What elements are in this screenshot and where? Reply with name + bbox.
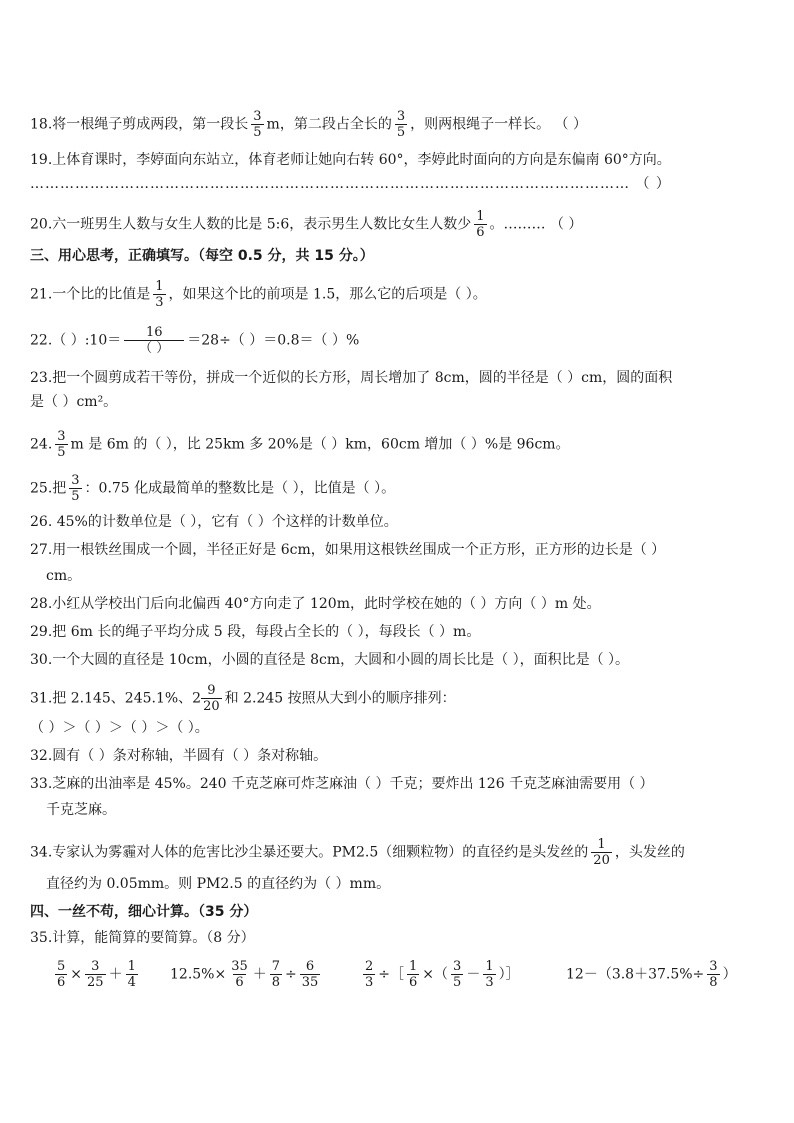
fraction [69,474,81,503]
numerator: 3 [57,429,66,444]
denominator: 5 [253,125,262,140]
denominator: 8 [709,975,718,990]
fraction [363,960,375,989]
denominator: 6 [476,225,485,240]
fraction [300,960,321,989]
denominator: 8 [271,975,281,990]
question-30: 30.一个大圆的直径是 10cm，小圆的直径是 8cm，大圆和小圆的周长比是（ ），面积比是（ ）。 [30,652,630,668]
section-3-heading: 三、用心思考，正确填写。（每空 0.5 分，共 15 分。） [30,248,374,264]
fraction [124,326,184,355]
question-28: 28.小红从学校出门后向北偏西 40°方向走了 120m，此时学校在她的（ ）方向（ ）m 处。 [30,596,601,612]
q31-text-b: 和 2.245 按照从大到小的顺序排列： [224,690,456,707]
q20-text-a: 20.六一班男生人数与女生人数的比是 5:6，表示男生人数比女生人数少 [30,216,472,233]
operator: ÷［ [378,966,405,983]
numerator: 3 [91,959,100,974]
fraction [153,280,165,309]
denominator: 20 [593,853,610,868]
q20-text-b: 。……… （ ） [489,216,583,233]
q18-text-c: ，则两根绳子一样长。 （ ） [410,116,588,133]
operator: × [70,966,83,983]
fraction [201,684,222,713]
question-31 [30,684,774,713]
q24-text-a: 24. [30,436,53,453]
question-19-dots: ………………………………………………………………………………………………………… （ ） [30,176,671,192]
question-32: 32.圆有（ ）条对称轴，半圆有（ ）条对称轴。 [30,748,328,764]
fraction [474,210,486,239]
numerator: 16 [145,325,163,340]
denominator: 5 [453,975,462,990]
operator: ÷ [285,966,297,983]
question-21 [30,280,774,309]
question-27-line2: cm。 [46,568,82,584]
q21-text-a: 21.一个比的比值是 [30,286,151,303]
fraction [270,960,282,989]
numerator: 1 [409,959,418,974]
operator: ＋ [252,966,267,983]
fraction [451,960,463,989]
numerator: 3 [71,473,80,488]
q31-text-a: 31.把 2.145、245.1%、2 [30,690,202,707]
numerator: 1 [485,959,494,974]
denominator: 6 [57,975,66,990]
denominator: 4 [127,975,136,990]
operator: ）］ [498,966,520,983]
q22-text-a: 22.（ ）:10＝ [30,332,122,349]
numerator: 7 [271,959,281,974]
q25-text-a: 25.把 [30,480,67,497]
fraction [591,838,612,867]
question-34-line2: 直径约为 0.05mm。则 PM2.5 的直径约为（ ）mm。 [46,876,391,892]
fraction [229,960,250,989]
denominator: 6 [235,975,244,990]
operator: ×（ [422,966,449,983]
q22-text-b: ＝28÷（ ）＝0.8＝（ ）% [187,332,360,349]
q24-text-b: m 是 6m 的（ ），比 25km 多 20%是（ ）km，60cm 增加（ ）%是 96cm。 [70,436,570,453]
denominator: 35 [301,975,319,990]
denominator: 3 [485,975,494,990]
operator: ） [722,966,737,983]
numerator: 6 [305,959,315,974]
question-35-title: 35.计算，能简算的要简算。（8 分） [30,930,255,946]
numerator: 5 [57,959,66,974]
q25-text-b: ：0.75 化成最简单的整数比是（ ），比值是（ ）。 [84,480,396,497]
fraction [126,960,138,989]
expression-text: 12－（3.8＋37.5%÷ [566,966,705,983]
fraction [407,960,419,989]
q18-text-a: 18.将一根绳子剪成两段，第一段长 [30,116,249,133]
denominator: 3 [155,295,164,310]
fraction [395,110,407,139]
calc-expression-2 [170,960,323,989]
question-33: 33.芝麻的出油率是 45%。240 千克芝麻可炸芝麻油（ ）千克；要炸出 126 千克芝麻油需要用（ ） [30,776,654,792]
denominator: 6 [409,975,418,990]
q34-text-b: ，头发丝的 [614,844,685,861]
denominator: 20 [203,699,220,714]
question-19: 19.上体育课时，李婷面向东站立，体育老师让她向右转 60°，李婷此时面向的方向是东偏南 60°方向。 [30,152,671,168]
question-23: 23.把一个圆剪成若干等份，拼成一个近似的长方形，周长增加了 8cm，圆的半径是（ ）cm，圆的面积 [30,370,673,386]
question-20 [30,210,774,239]
calc-expression-4 [566,960,737,989]
q18-text-b: m，第二段占全长的 [266,116,392,133]
question-24 [30,430,774,459]
numerator: 9 [207,683,216,698]
expression-text: 12.5%× [170,966,227,983]
denominator: 5 [71,489,80,504]
question-29: 29.把 6m 长的绳子平均分成 5 段，每段占全长的（ ），每段长（ ）m。 [30,624,481,640]
numerator: 1 [476,209,485,224]
question-26: 26. 45%的计数单位是（ ），它有（ ）个这样的计数单位。 [30,514,398,530]
question-22 [30,326,774,355]
numerator: 35 [231,959,248,974]
operator: ＋ [108,966,123,983]
numerator: 3 [453,959,462,974]
numerator: 1 [597,837,606,852]
numerator: 3 [396,109,406,124]
question-34 [30,838,774,867]
question-31-line2: （ ）＞（ ）＞（ ）＞（ ）。 [30,720,209,736]
calc-expression-3 [360,960,520,989]
fraction [55,430,67,459]
question-27: 27.用一根铁丝围成一个圆，半径正好是 6cm，如果用这根铁丝围成一个正方形，正方形的边长是（ ） [30,542,666,558]
q34-text-a: 34.专家认为雾霾对人体的危害比沙尘暴还要大。PM2.5（细颗粒物）的直径约是头发丝的 [30,844,589,861]
numerator: 3 [253,109,262,124]
denominator: 5 [396,125,406,140]
denominator: 5 [57,445,66,460]
question-25 [30,474,774,503]
question-23-line2: 是（ ）cm²。 [30,394,118,410]
operator: － [466,966,481,983]
question-18 [30,110,774,139]
section-4-heading: 四、一丝不苟，细心计算。（35 分） [30,904,258,920]
fraction [55,960,67,989]
numerator: 3 [709,959,718,974]
numerator: 2 [365,959,374,974]
fraction [707,960,719,989]
fraction [251,110,263,139]
fraction [483,960,495,989]
calc-expression-1 [52,960,141,989]
denominator: 3 [365,975,374,990]
denominator: （ ） [124,340,184,355]
question-33-line2: 千克芝麻。 [46,802,116,818]
q21-text-b: ，如果这个比的前项是 1.5，那么它的后项是（ ）。 [168,286,487,303]
denominator: 25 [87,975,104,990]
fraction [85,960,106,989]
numerator: 1 [127,959,136,974]
numerator: 1 [155,279,164,294]
